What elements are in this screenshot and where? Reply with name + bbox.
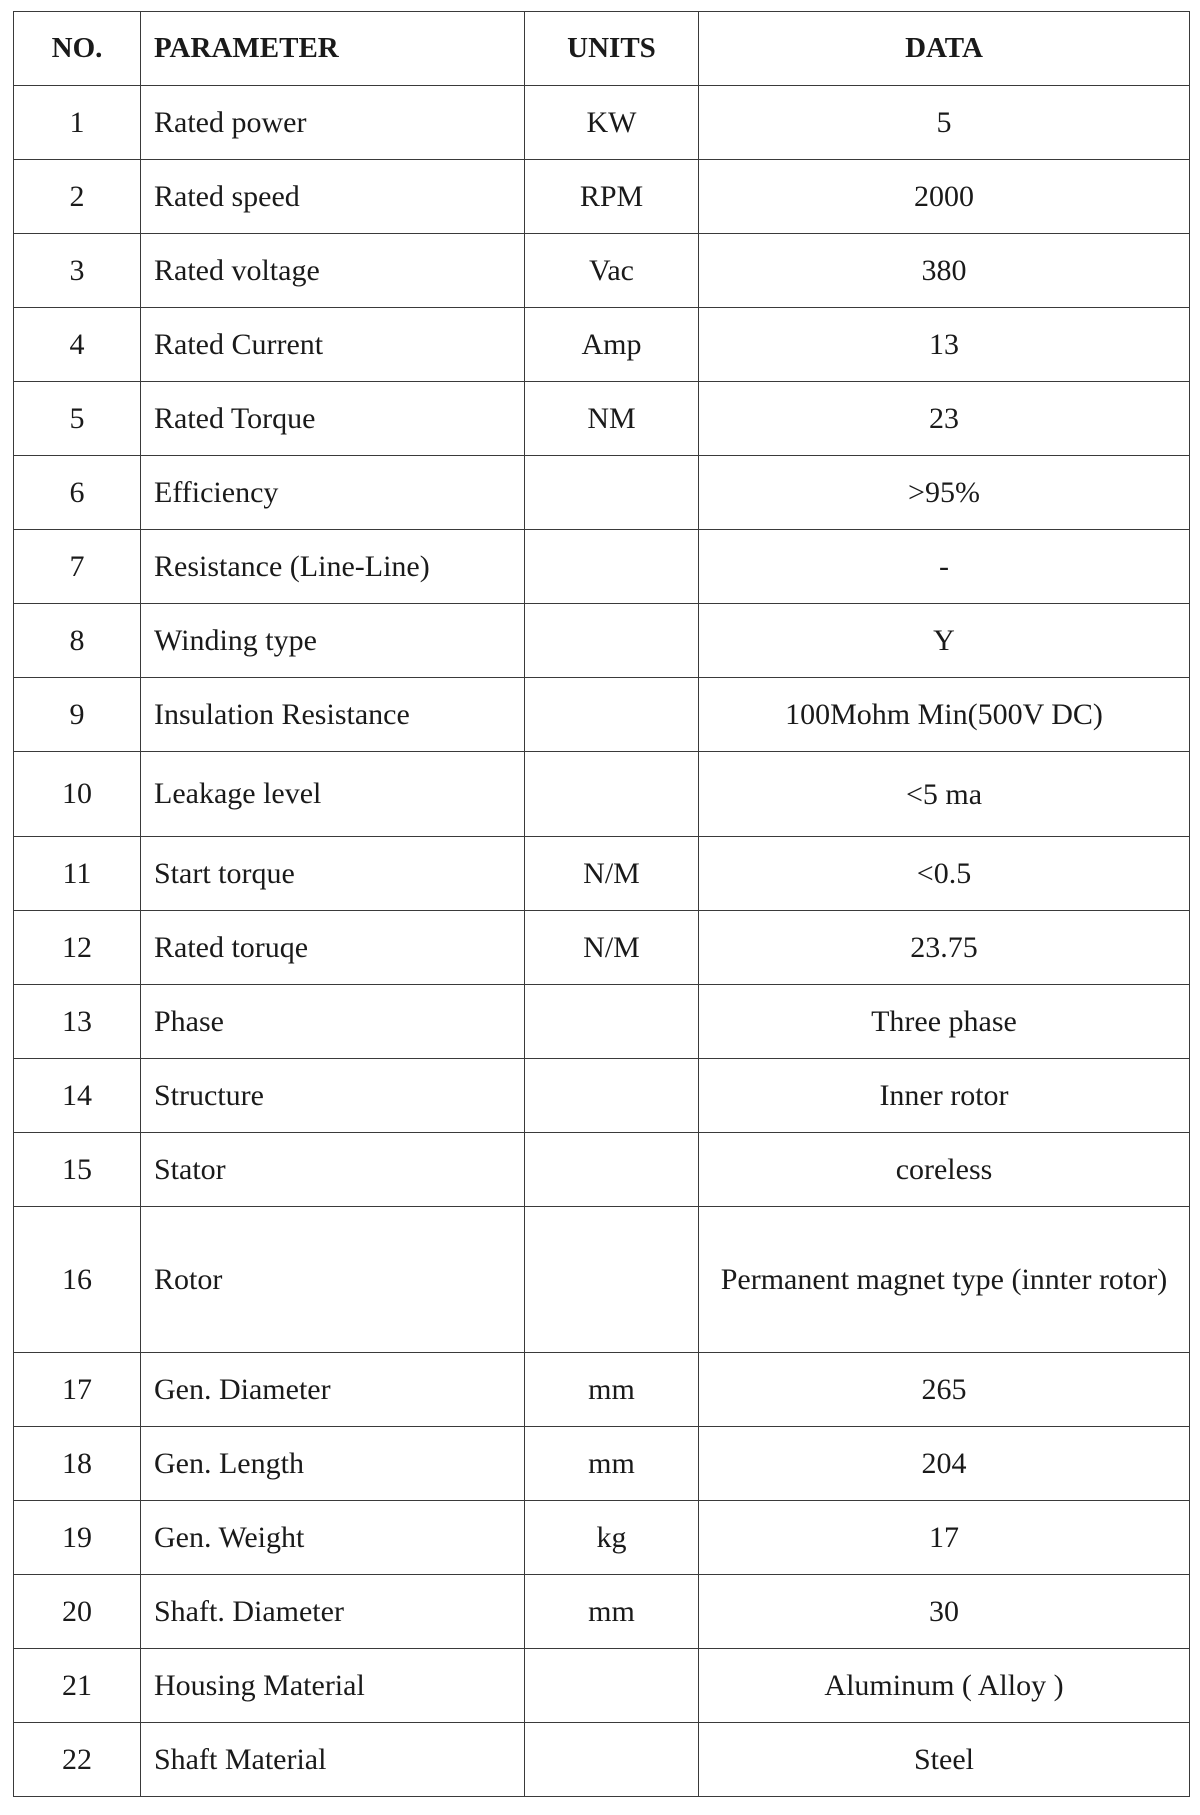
cell-parameter: Shaft Material bbox=[141, 1723, 525, 1797]
cell-parameter: Stator bbox=[141, 1133, 525, 1207]
cell-no: 11 bbox=[14, 837, 141, 911]
cell-parameter: Rated power bbox=[141, 86, 525, 160]
cell-data: Three phase bbox=[699, 985, 1190, 1059]
cell-parameter: Rated speed bbox=[141, 160, 525, 234]
table-row bbox=[14, 160, 1190, 234]
cell-no: 4 bbox=[14, 308, 141, 382]
cell-parameter: Rated Torque bbox=[141, 382, 525, 456]
cell-data: Aluminum ( Alloy ) bbox=[699, 1649, 1190, 1723]
cell-data: 2000 bbox=[699, 160, 1190, 234]
spec-table bbox=[13, 11, 1190, 1797]
cell-parameter: Rated voltage bbox=[141, 234, 525, 308]
cell-parameter: Efficiency bbox=[141, 456, 525, 530]
cell-no: 12 bbox=[14, 911, 141, 985]
cell-data: <0.5 bbox=[699, 837, 1190, 911]
cell-data: 100Mohm Min(500V DC) bbox=[699, 678, 1190, 752]
cell-parameter: Gen. Weight bbox=[141, 1501, 525, 1575]
cell-data: 23.75 bbox=[699, 911, 1190, 985]
cell-units: mm bbox=[525, 1353, 699, 1427]
cell-units: kg bbox=[525, 1501, 699, 1575]
cell-units: N/M bbox=[525, 837, 699, 911]
cell-units bbox=[525, 1133, 699, 1207]
cell-units bbox=[525, 985, 699, 1059]
cell-data: 13 bbox=[699, 308, 1190, 382]
cell-parameter: Start torque bbox=[141, 837, 525, 911]
cell-units: mm bbox=[525, 1575, 699, 1649]
cell-data: 5 bbox=[699, 86, 1190, 160]
cell-data: <5 ma bbox=[699, 752, 1190, 837]
cell-parameter: Rotor bbox=[141, 1207, 525, 1353]
table-row bbox=[14, 1723, 1190, 1797]
cell-no: 14 bbox=[14, 1059, 141, 1133]
table-row bbox=[14, 530, 1190, 604]
table-row bbox=[14, 382, 1190, 456]
cell-parameter: Insulation Resistance bbox=[141, 678, 525, 752]
cell-data: Permanent magnet type (innter rotor) bbox=[699, 1207, 1190, 1353]
cell-parameter: Shaft. Diameter bbox=[141, 1575, 525, 1649]
cell-data: 204 bbox=[699, 1427, 1190, 1501]
cell-units bbox=[525, 1207, 699, 1353]
cell-parameter: Gen. Length bbox=[141, 1427, 525, 1501]
table-row bbox=[14, 1501, 1190, 1575]
cell-units: Vac bbox=[525, 234, 699, 308]
table-row bbox=[14, 1575, 1190, 1649]
cell-units: RPM bbox=[525, 160, 699, 234]
cell-no: 19 bbox=[14, 1501, 141, 1575]
cell-units bbox=[525, 456, 699, 530]
cell-data: Steel bbox=[699, 1723, 1190, 1797]
cell-parameter: Gen. Diameter bbox=[141, 1353, 525, 1427]
cell-parameter: Winding type bbox=[141, 604, 525, 678]
cell-units bbox=[525, 752, 699, 837]
cell-units: Amp bbox=[525, 308, 699, 382]
cell-units bbox=[525, 530, 699, 604]
table-row bbox=[14, 1133, 1190, 1207]
header-row bbox=[14, 12, 1190, 86]
header-parameter: PARAMETER bbox=[141, 12, 525, 86]
cell-data: 380 bbox=[699, 234, 1190, 308]
table-row bbox=[14, 86, 1190, 160]
table-row bbox=[14, 752, 1190, 837]
table-row bbox=[14, 678, 1190, 752]
cell-parameter: Structure bbox=[141, 1059, 525, 1133]
cell-no: 15 bbox=[14, 1133, 141, 1207]
cell-no: 10 bbox=[14, 752, 141, 837]
cell-no: 16 bbox=[14, 1207, 141, 1353]
table-row bbox=[14, 604, 1190, 678]
cell-units: NM bbox=[525, 382, 699, 456]
cell-no: 7 bbox=[14, 530, 141, 604]
cell-no: 21 bbox=[14, 1649, 141, 1723]
table-row bbox=[14, 1059, 1190, 1133]
cell-parameter: Rated Current bbox=[141, 308, 525, 382]
cell-data: 17 bbox=[699, 1501, 1190, 1575]
table-row bbox=[14, 985, 1190, 1059]
header-data: DATA bbox=[699, 12, 1190, 86]
cell-parameter: Resistance (Line-Line) bbox=[141, 530, 525, 604]
cell-no: 1 bbox=[14, 86, 141, 160]
table-row bbox=[14, 234, 1190, 308]
cell-units bbox=[525, 1649, 699, 1723]
cell-units bbox=[525, 1059, 699, 1133]
cell-no: 6 bbox=[14, 456, 141, 530]
header-units: UNITS bbox=[525, 12, 699, 86]
cell-no: 20 bbox=[14, 1575, 141, 1649]
cell-units: mm bbox=[525, 1427, 699, 1501]
table-row bbox=[14, 1427, 1190, 1501]
table-row bbox=[14, 456, 1190, 530]
cell-data: coreless bbox=[699, 1133, 1190, 1207]
table-row bbox=[14, 837, 1190, 911]
cell-data: 265 bbox=[699, 1353, 1190, 1427]
header-no: NO. bbox=[14, 12, 141, 86]
cell-parameter: Housing Material bbox=[141, 1649, 525, 1723]
cell-data: 30 bbox=[699, 1575, 1190, 1649]
cell-data: >95% bbox=[699, 456, 1190, 530]
table-row bbox=[14, 1649, 1190, 1723]
cell-data: - bbox=[699, 530, 1190, 604]
cell-data: Y bbox=[699, 604, 1190, 678]
cell-units bbox=[525, 604, 699, 678]
table-row bbox=[14, 1207, 1190, 1353]
table-row bbox=[14, 1353, 1190, 1427]
cell-units: N/M bbox=[525, 911, 699, 985]
cell-data: 23 bbox=[699, 382, 1190, 456]
cell-parameter: Phase bbox=[141, 985, 525, 1059]
cell-no: 18 bbox=[14, 1427, 141, 1501]
cell-units: KW bbox=[525, 86, 699, 160]
cell-no: 9 bbox=[14, 678, 141, 752]
cell-no: 22 bbox=[14, 1723, 141, 1797]
cell-no: 13 bbox=[14, 985, 141, 1059]
cell-no: 3 bbox=[14, 234, 141, 308]
cell-no: 17 bbox=[14, 1353, 141, 1427]
cell-parameter: Rated toruqe bbox=[141, 911, 525, 985]
cell-units bbox=[525, 1723, 699, 1797]
cell-no: 5 bbox=[14, 382, 141, 456]
cell-no: 8 bbox=[14, 604, 141, 678]
table-row bbox=[14, 308, 1190, 382]
cell-data: Inner rotor bbox=[699, 1059, 1190, 1133]
cell-units bbox=[525, 678, 699, 752]
cell-parameter: Leakage level bbox=[141, 752, 525, 837]
table-row bbox=[14, 911, 1190, 985]
cell-no: 2 bbox=[14, 160, 141, 234]
